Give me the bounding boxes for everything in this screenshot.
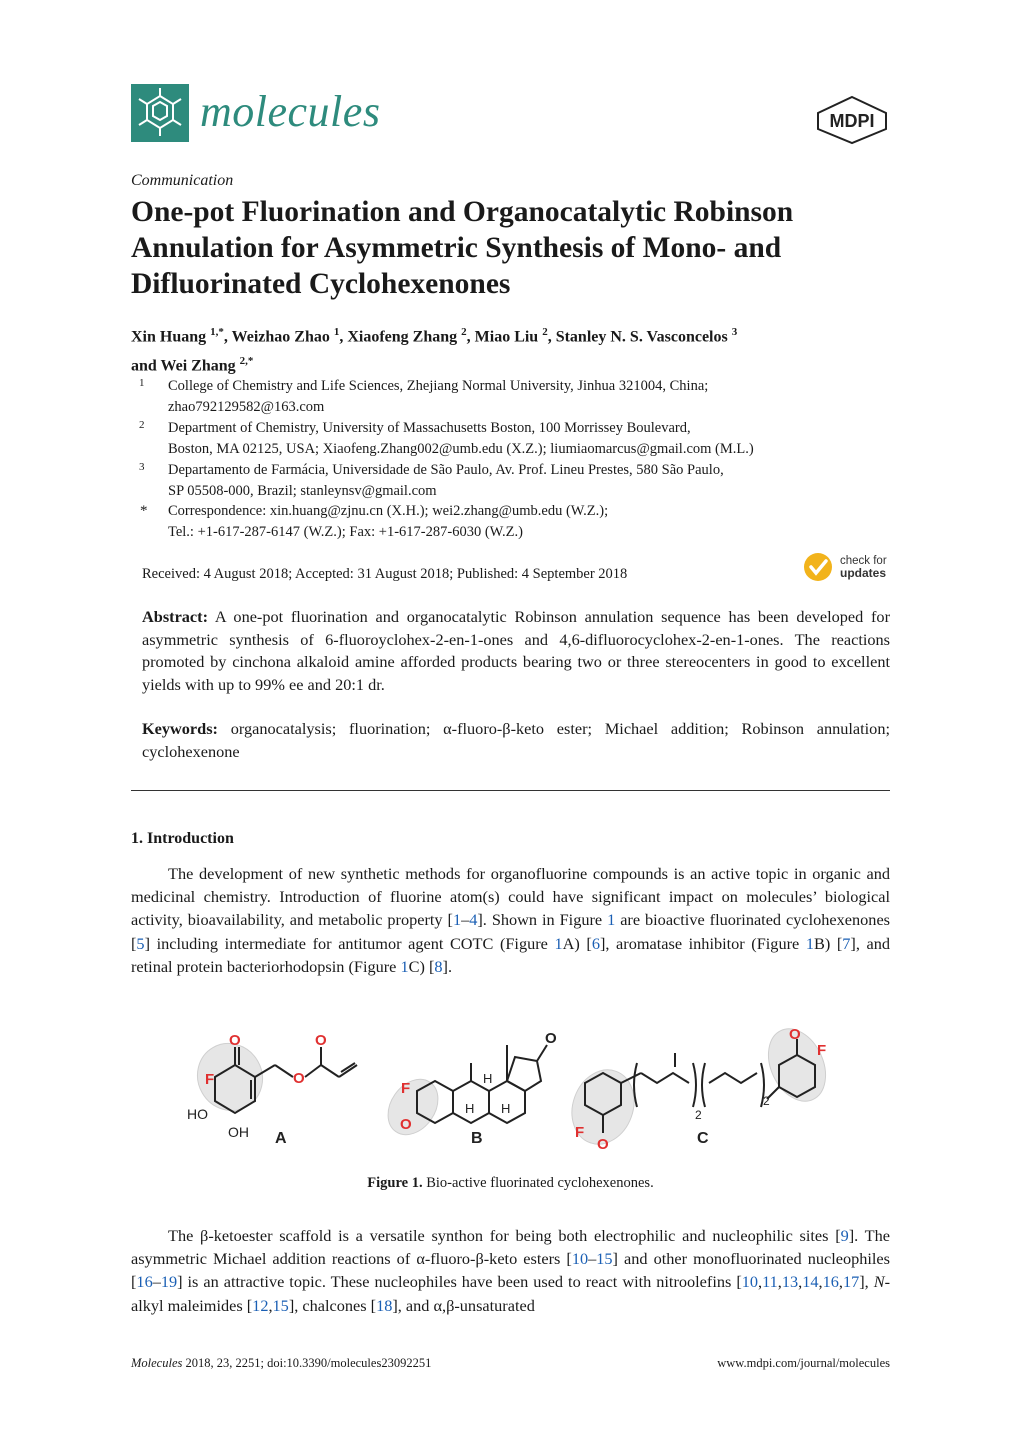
affiliation-number: 3 [139, 461, 145, 473]
repeat-count-label: 2 [695, 1108, 702, 1122]
abstract-text: A one-pot fluorination and organocatalytic Robinson annulation sequence has been developed for asymmetric synthesis of 6-fluoroyclohex-2-en-1-ones and 4,6-difluorocyclohex-2-en-1-ones. The reactions promoted by cinchona alkaloid amine afforded products bearing two or three stereocenters in good to excellent yields with up to 99% ee and 20:1 dr. [142, 607, 890, 694]
keywords-label: Keywords: [142, 719, 218, 738]
check-updates-line2: updates [840, 566, 887, 580]
oxygen-atom-label: O [293, 1070, 305, 1087]
publisher-label: MDPI [829, 111, 875, 131]
correspondence-line: Correspondence: xin.huang@zjnu.cn (X.H.); wei2.zhang@umb.edu (W.Z.); [168, 503, 609, 519]
correspondence-line: Tel.: +1-617-287-6147 (W.Z.); Fax: +1-617-287-6030 (W.Z.) [168, 524, 523, 540]
affiliation-number: 2 [139, 419, 145, 431]
author-affiliation-mark: 1 [333, 326, 340, 338]
abstract [142, 606, 890, 696]
molecule-b-structure [417, 1045, 547, 1123]
author-name: Weizhao Zhao [231, 328, 330, 346]
author-affiliation-mark: 2 [542, 326, 548, 338]
hydrogen-atom-label: H [483, 1071, 493, 1086]
oxygen-atom-label: O [597, 1136, 609, 1153]
footer-citation [131, 1356, 431, 1371]
fluorine-atom-label: F [205, 1071, 215, 1088]
author-name: Miao Liu [474, 328, 539, 346]
publication-dates: Received: 4 August 2018; Accepted: 31 August 2018; Published: 4 September 2018 [142, 566, 628, 582]
figure-1 [185, 1025, 905, 1170]
figure-link[interactable]: 1 [607, 910, 616, 930]
reference-link[interactable]: 16 [822, 1272, 839, 1292]
reference-link[interactable]: 10 [741, 1272, 759, 1292]
figure-label-a: A [275, 1130, 287, 1147]
fluorine-atom-label: F [817, 1042, 827, 1059]
fluorine-atom-label: F [401, 1080, 411, 1097]
section-heading: 1. Introduction [131, 830, 234, 847]
author-name: Xiaofeng Zhang [347, 328, 458, 346]
article-title: One-pot Fluorination and Organocatalytic Robinson Annulation for Asymmetric Synthesis of Mono- and Difluorinated Cyclohexenones [131, 196, 794, 300]
intro-paragraph-1: The development of new synthetic methods for organofluorine compounds is an active topic in organic and medicinal chemistry. Introduction of fluorine atom(s) could have significant impact on molecules’ biological activity, bioavailability, and metabolic property [1–4]. Shown in Figure 1 are bioactive fluorinated cyclohexenones [5] including intermediate for antitumor agent COTC (Figure 1A) [6], aromatase inhibitor (Figure 1B) [7], and retinal protein bacteriorhodopsin (Figure 1C) [8]. [131, 864, 891, 976]
reference-link[interactable]: 15 [272, 1295, 289, 1315]
reference-link[interactable]: 5 [136, 933, 145, 953]
reference-link[interactable]: 11 [762, 1272, 778, 1292]
reference-link[interactable]: 13 [781, 1272, 799, 1292]
author-affiliation-mark: 2 [461, 326, 467, 338]
hydrogen-atom-label: H [501, 1101, 511, 1116]
affiliation-number: 1 [139, 377, 145, 389]
reference-link[interactable]: 4 [469, 910, 478, 930]
affiliation-line: SP 05508-000, Brazil; stanleynsv@gmail.com [168, 483, 437, 499]
figure-link[interactable]: 1 [554, 933, 563, 953]
author-name: Stanley N. S. Vasconcelos [555, 328, 728, 346]
caption-label: Figure 1. [367, 1175, 423, 1191]
figure-label-c: C [697, 1130, 709, 1147]
reference-link[interactable]: 8 [434, 956, 443, 976]
intro-paragraph-2: The β-ketoester scaffold is a versatile synthon for being both electrophilic and nucleophilic sites [9]. The asymmetric Michael addition reactions of α-fluoro-β-keto esters [10–15] and other monofluorinated nucleophiles [16–19] is an attractive topic. These nucleophiles have been used to react with nitroolefins [10,11,13,14,16,17], N-alkyl maleimides [12,15], chalcones [18], and α,β-unsaturated [131, 1226, 891, 1315]
abstract-label: Abstract: [142, 607, 209, 626]
check-for-updates-button[interactable] [803, 551, 893, 590]
oxygen-atom-label: O [545, 1030, 557, 1047]
journal-logo-icon [131, 84, 189, 142]
reference-link[interactable]: 18 [376, 1295, 393, 1315]
reference-link[interactable]: 15 [596, 1249, 613, 1269]
figure-link[interactable]: 1 [805, 933, 814, 953]
footer-journal: Molecules [131, 1356, 183, 1370]
figure-caption [131, 1175, 890, 1192]
article-type: Communication [131, 172, 234, 189]
hydroxyl-label: HO [187, 1106, 208, 1122]
caption-text: Bio-active fluorinated cyclohexenones. [426, 1175, 654, 1191]
reference-link[interactable]: 6 [591, 933, 600, 953]
author-name: Wei Zhang [160, 357, 236, 375]
affiliation-email[interactable]: zhao792129582@163.com [168, 399, 325, 415]
author-affiliation-mark: 1,* [210, 326, 224, 338]
reference-link[interactable]: 7 [842, 933, 851, 953]
affiliation-line: Boston, MA 02125, USA; Xiaofeng.Zhang002@umb.edu (X.Z.); liumiaomarcus@gmail.com (M.L.) [168, 441, 754, 457]
oxygen-atom-label: O [789, 1026, 801, 1043]
oxygen-atom-label: O [229, 1032, 241, 1049]
mdpi-logo [815, 95, 890, 150]
section-divider [131, 790, 890, 791]
author-affiliation-mark: 2,* [239, 355, 254, 368]
figure-link[interactable]: 1 [400, 956, 409, 976]
journal-name: molecules [200, 87, 381, 136]
affiliation-line: Department of Chemistry, University of Massachusetts Boston, 100 Morrissey Boulevard, [168, 420, 691, 436]
author-list: Xin Huang $^{1,*}$, Weizhao Zhao $^1$, Xiaofeng Zhang $^2$, Miao Liu $^2$, Stanley N. S. Vasconcelos $^3$ and Wei Zhang $^{2,*}$ [131, 326, 738, 375]
keywords-text: organocatalysis; fluorination; α-fluoro-β-keto ester; Michael addition; Robinson annulation; cyclohexenone [142, 719, 890, 761]
hydroxyl-label: OH [228, 1124, 249, 1140]
keywords [142, 718, 890, 763]
reference-link[interactable]: 19 [160, 1272, 178, 1292]
hydrogen-atom-label: H [465, 1101, 475, 1116]
oxygen-atom-label: O [400, 1116, 412, 1133]
reference-link[interactable]: 14 [802, 1272, 819, 1292]
footer-citation-text: 2018, 23, 2251; doi:10.3390/molecules23092251 [182, 1356, 432, 1370]
author-name: Xin Huang [131, 328, 207, 346]
affiliation-line: Departamento de Farmácia, Universidade de São Paulo, Av. Prof. Lineu Prestes, 580 São Paulo, [168, 462, 724, 478]
repeat-count-label: 2 [763, 1094, 770, 1108]
fluorine-atom-label: F [575, 1124, 585, 1141]
reference-link[interactable]: 17 [842, 1272, 860, 1292]
reference-link[interactable]: 12 [252, 1295, 269, 1315]
affiliation-number: * [140, 503, 148, 519]
affiliation-line: College of Chemistry and Life Sciences, Zhejiang Normal University, Jinhua 321004, China; [168, 378, 709, 394]
reference-link[interactable]: 9 [840, 1226, 849, 1245]
reference-link[interactable]: 1 [452, 910, 462, 930]
reference-link[interactable]: 10 [571, 1249, 589, 1269]
oxygen-atom-label: O [315, 1032, 327, 1049]
author-affiliation-mark: 3 [731, 326, 738, 338]
figure-label-b: B [471, 1130, 483, 1147]
reference-link[interactable]: 16 [136, 1272, 153, 1292]
check-updates-line1: check for [840, 555, 887, 567]
footer-url[interactable]: www.mdpi.com/journal/molecules [717, 1356, 890, 1370]
